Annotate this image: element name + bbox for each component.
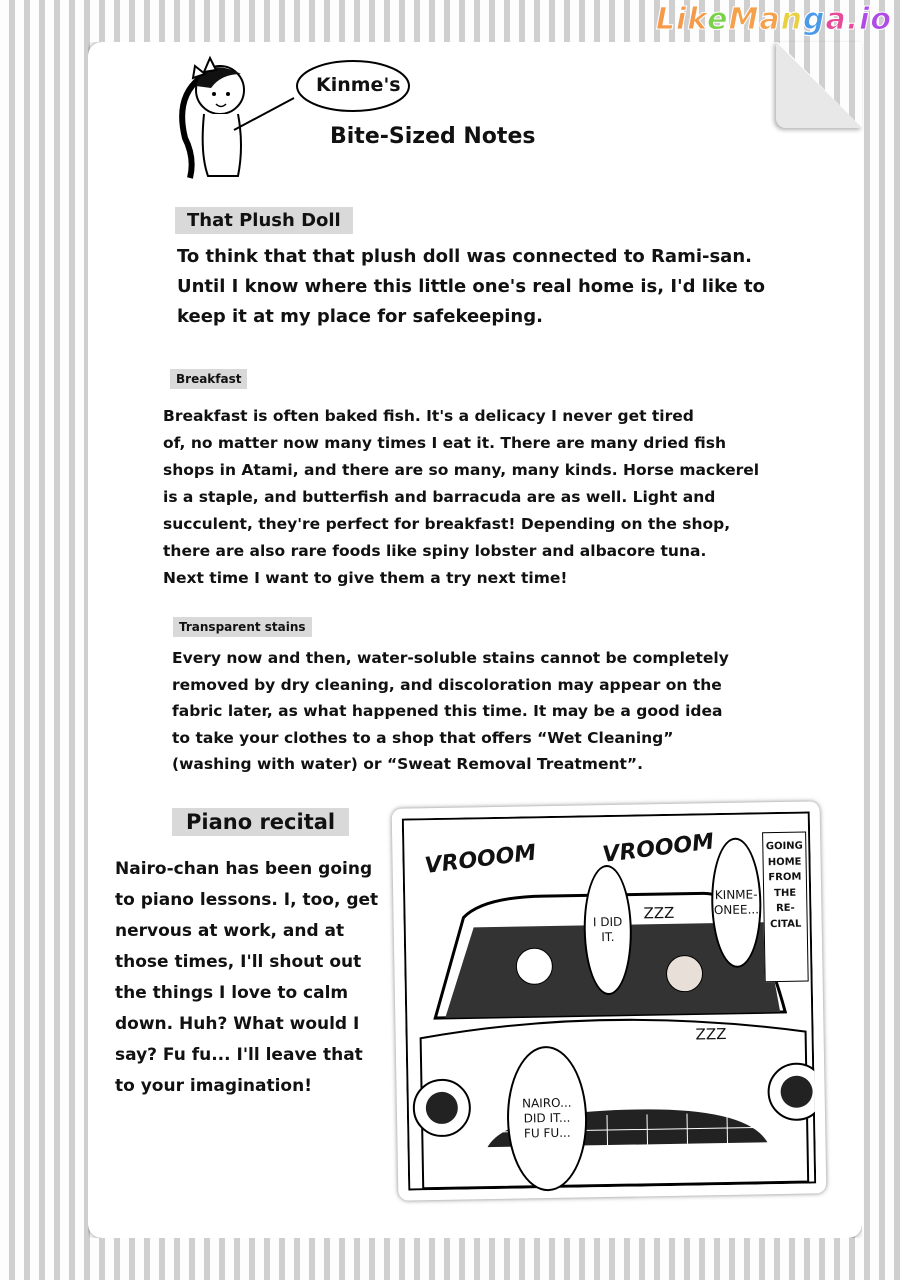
heading-breakfast: Breakfast (170, 369, 247, 389)
kinmes-label: Kinme's (316, 74, 401, 96)
sfx-vroom-2: VROOOM (601, 829, 716, 868)
speech-bubble-kinme-onee: KINME- ONEE... (710, 837, 762, 968)
breakfast-text: Breakfast is often baked fish. It's a delicacy I never get tired of, no matter now many times I eat it. There are many dried fish shops in Atami, and there are so many, many kinds. Horse mackerel is a staple, and butterfish and barracuda are as well. Light and succulent, they're perfect for breakfast! Depending on the shop, there are also rare foods like spiny lobster and albacore tuna. Next time I want to give them a try next time! (163, 407, 760, 587)
page-title: Bite-Sized Notes (330, 124, 536, 149)
speech-bubble-nairo: NAIRO... DID IT... FU FU... (506, 1045, 589, 1191)
chibi-kinme-illustration (160, 48, 300, 188)
speech-bubble-i-did-it: I DID IT. (583, 865, 633, 996)
stains-text: Every now and then, water-soluble stains cannot be completely removed by dry cleaning, and discoloration may appear on the fabric later, as what happened this time. It may be a good idea to take your clothes to a shop that offers “Wet Cleaning” (washing with water) or “Sweat Removal Treatment”. (172, 649, 729, 773)
plush-doll-text: To think that that plush doll was connected to Rami-san. Until I know where this little one's real home is, I'd like to keep it at my place for safekeeping. (177, 246, 765, 327)
sfx-vroom-1: VROOOM (423, 840, 538, 879)
watermark: LikeManga.io (655, 2, 892, 37)
caption-box: GOING HOME FROM THE RE- CITAL (762, 832, 809, 983)
manga-panel (392, 801, 827, 1200)
heading-piano-recital: Piano recital (172, 808, 349, 836)
folded-corner (776, 42, 862, 128)
heading-plush-doll: That Plush Doll (175, 207, 353, 234)
sfx-zzz-2: ZZZ (695, 1024, 727, 1044)
heading-transparent-stains: Transparent stains (173, 617, 312, 637)
sfx-zzz-1: ZZZ (643, 903, 675, 923)
piano-text: Nairo-chan has been going to piano lessons. I, too, get nervous at work, and at those times, I'll shout out the things I love to calm down. Huh? What would I say? Fu fu... I'll leave that to your imagination! (115, 859, 379, 1096)
